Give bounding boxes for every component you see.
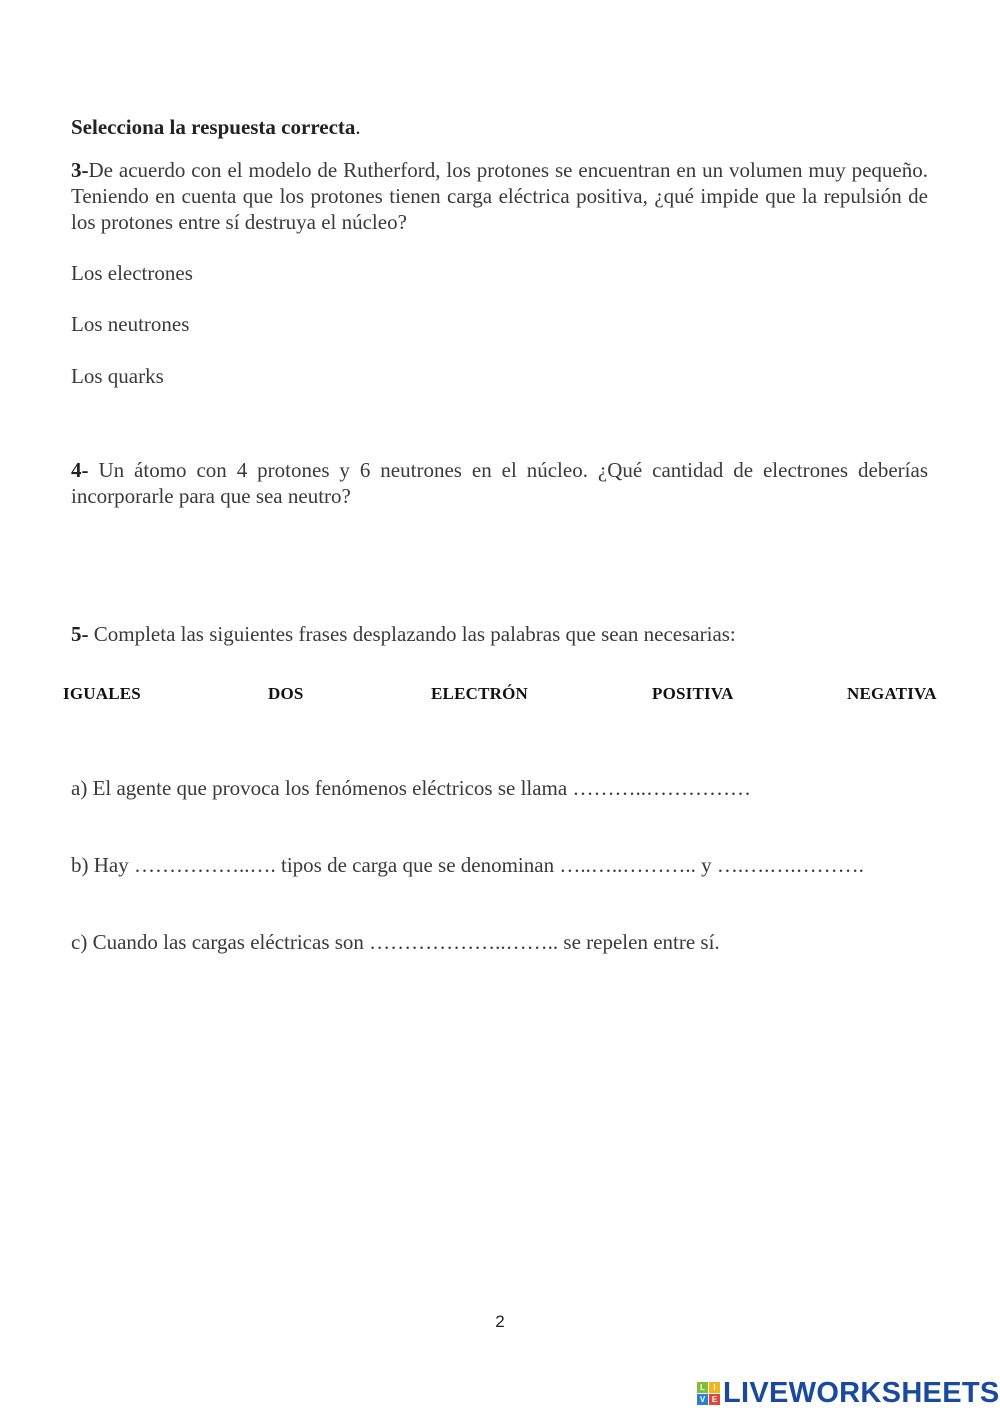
logo-tile-v: V (697, 1394, 708, 1405)
question-3 (71, 157, 928, 235)
question-5-text: Completa las siguientes frases desplazando las palabras que sean necesarias: (88, 622, 736, 646)
word-negativa[interactable]: NEGATIVA (847, 684, 937, 703)
instruction (71, 114, 931, 140)
word-iguales[interactable]: IGUALES (63, 684, 141, 703)
logo-tile-l: L (697, 1382, 708, 1393)
instruction-bold: Selecciona la respuesta correcta (71, 115, 356, 139)
option-quarks[interactable]: Los quarks (71, 364, 164, 388)
logo-text: LIVEWORKSHEETS (723, 1376, 1000, 1409)
word-dos[interactable]: DOS (268, 684, 304, 703)
question-4-number: 4- (71, 458, 89, 482)
logo-grid-icon (697, 1382, 720, 1405)
option-electrones[interactable]: Los electrones (71, 261, 193, 285)
sentence-b: b) Hay ……………..…. tipos de carga que se denominan …..…..……….. y ….….….………. (71, 853, 864, 877)
question-4 (71, 457, 928, 509)
page-number: 2 (495, 1312, 505, 1331)
sentence-a: a) El agente que provoca los fenómenos eléctricos se llama ………..…………… (71, 776, 751, 800)
word-positiva[interactable]: POSITIVA (652, 684, 734, 703)
sentence-c: c) Cuando las cargas eléctricas son ………………..…….. se repelen entre sí. (71, 930, 720, 954)
question-3-number: 3- (71, 158, 89, 182)
logo-tile-e: E (709, 1394, 720, 1405)
question-5 (71, 621, 931, 647)
option-neutrones[interactable]: Los neutrones (71, 312, 190, 336)
word-electron[interactable]: ELECTRÓN (431, 684, 529, 703)
question-4-text: Un átomo con 4 protones y 6 neutrones en el núcleo. ¿Qué cantidad de electrones deberías incorporarle para que sea neutro? (71, 458, 928, 508)
instruction-tail: . (355, 115, 361, 139)
question-3-text: De acuerdo con el modelo de Rutherford, los protones se encuentran en un volumen muy pequeño. Teniendo en cuenta que los protones tienen carga eléctrica positiva, ¿qué impide que la repulsión de los protones entre sí destruya el núcleo? (71, 158, 928, 234)
liveworksheets-logo (697, 1378, 1000, 1408)
logo-tile-i: I (709, 1382, 720, 1393)
question-5-number: 5- (71, 622, 89, 646)
